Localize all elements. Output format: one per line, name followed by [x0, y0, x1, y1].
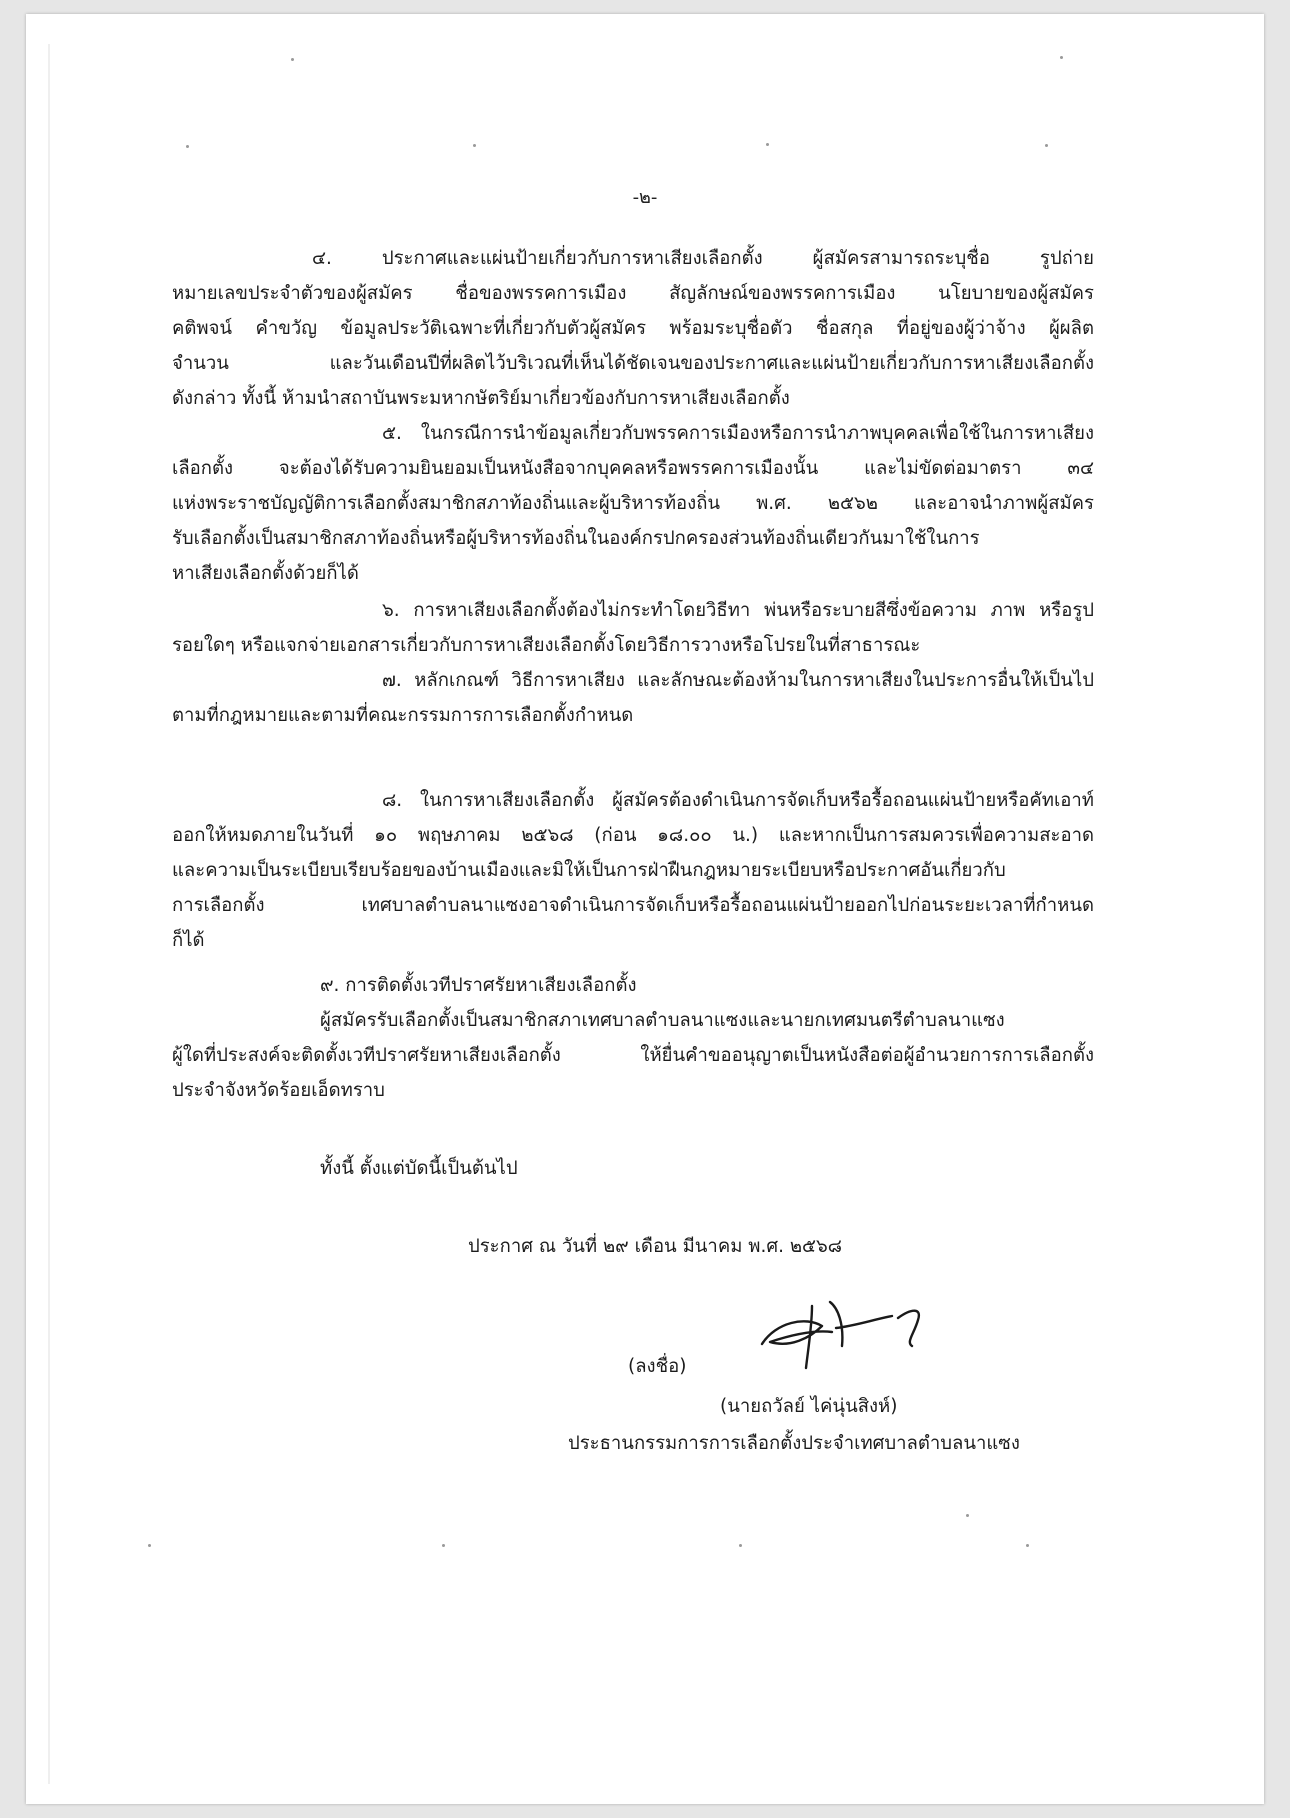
paragraph-8-line-4: การเลือกตั้ง เทศบาลตำบลนาแซงอาจดำเนินการจัดเก็บหรือรื้อถอนแผ่นป้ายออกไปก่อนระยะเวลาที่กำหนด [172, 895, 1094, 916]
signatory-name: (นายถวัลย์ ไค่นุ่นสิงห์) [720, 1396, 898, 1417]
page-number: -๒- [632, 187, 658, 208]
paragraph-7-line-1: ๗. หลักเกณฑ์ วิธีการหาเสียง และลักษณะต้องห้ามในการหาเสียงในประการอื่นให้เป็นไป [382, 670, 1094, 691]
scan-speck [739, 1544, 742, 1547]
paragraph-4-line-4: จำนวน และวันเดือนปีที่ผลิตไว้บริเวณที่เห็นได้ชัดเจนของประกาศและแผ่นป้ายเกี่ยวกับการหาเสียงเลือกตั้ง [172, 353, 1094, 374]
paragraph-4-line-1: ๔. ประกาศและแผ่นป้ายเกี่ยวกับการหาเสียงเลือกตั้ง ผู้สมัครสามารถระบุชื่อ รูปถ่าย [312, 248, 1094, 269]
paragraph-6-line-2: รอยใดๆ หรือแจกจ่ายเอกสารเกี่ยวกับการหาเสียงเลือกตั้งโดยวิธีการวางหรือโปรยในที่สาธารณะ [172, 635, 921, 656]
scan-speck [442, 1544, 445, 1547]
scan-speck [966, 1514, 969, 1517]
scan-speck [473, 144, 476, 147]
paragraph-4-line-3: คติพจน์ คำขวัญ ข้อมูลประวัติเฉพาะที่เกี่ยวกับตัวผู้สมัคร พร้อมระบุชื่อตัว ชื่อสกุล ที่อยู่ของผู้ว่าจ้าง ผู้ผลิต [172, 318, 1094, 339]
paragraph-8-line-3: และความเป็นระเบียบเรียบร้อยของบ้านเมืองและมิให้เป็นการฝ่าฝืนกฎหมายระเบียบหรือประกาศอันเกี่ยวกับ [172, 860, 1006, 881]
paragraph-9-line-2: ผู้สมัครรับเลือกตั้งเป็นสมาชิกสภาเทศบาลตำบลนาแซงและนายกเทศมนตรีตำบลนาแซง [320, 1010, 1005, 1031]
paragraph-5-line-1: ๕. ในกรณีการนำข้อมูลเกี่ยวกับพรรคการเมืองหรือการนำภาพบุคคลเพื่อใช้ในการหาเสียง [382, 423, 1094, 444]
handwritten-signature [746, 1286, 946, 1376]
paragraph-8-line-1: ๘. ในการหาเสียงเลือกตั้ง ผู้สมัครต้องดำเนินการจัดเก็บหรือรื้อถอนแผ่นป้ายหรือคัทเอาท์ [382, 790, 1094, 811]
paragraph-9-line-4: ประจำจังหวัดร้อยเอ็ดทราบ [172, 1080, 385, 1101]
paragraph-8-line-5: ก็ได้ [172, 930, 205, 951]
announcement-date: ประกาศ ณ วันที่ ๒๙ เดือน มีนาคม พ.ศ. ๒๕๖๘ [468, 1236, 843, 1257]
paragraph-8-line-2: ออกให้หมดภายในวันที่ ๑๐ พฤษภาคม ๒๕๖๘ (ก่อน ๑๘.๐๐ น.) และหากเป็นการสมควรเพื่อความสะอาด [172, 825, 1094, 846]
signatory-position: ประธานกรรมการการเลือกตั้งประจำเทศบาลตำบลนาแซง [568, 1433, 1020, 1454]
paragraph-5-line-4: รับเลือกตั้งเป็นสมาชิกสภาท้องถิ่นหรือผู้บริหารท้องถิ่นในองค์กรปกครองส่วนท้องถิ่นเดียวกันมาใช้ในการ [172, 528, 980, 549]
paragraph-9-line-1: ๙. การติดตั้งเวทีปราศรัยหาเสียงเลือกตั้ง [320, 975, 637, 996]
paragraph-5-line-2: เลือกตั้ง จะต้องได้รับความยินยอมเป็นหนังสือจากบุคคลหรือพรรคการเมืองนั้น และไม่ขัดต่อมาตรา ๓๔ [172, 458, 1094, 479]
closing-statement: ทั้งนี้ ตั้งแต่บัดนี้เป็นต้นไป [320, 1158, 518, 1179]
scan-speck [766, 143, 769, 146]
paragraph-4-line-2: หมายเลขประจำตัวของผู้สมัคร ชื่อของพรรคการเมือง สัญลักษณ์ของพรรคการเมือง นโยบายของผู้สมัคร [172, 283, 1094, 304]
scan-speck [1045, 144, 1048, 147]
signature-label: (ลงชื่อ) [628, 1356, 687, 1377]
paragraph-4-line-5: ดังกล่าว ทั้งนี้ ห้ามนำสถาบันพระมหากษัตริย์มาเกี่ยวข้องกับการหาเสียงเลือกตั้ง [172, 388, 790, 409]
paragraph-5-line-5: หาเสียงเลือกตั้งด้วยก็ได้ [172, 563, 359, 584]
scan-speck [186, 145, 189, 148]
paragraph-9-line-3: ผู้ใดที่ประสงค์จะติดตั้งเวทีปราศรัยหาเสียงเลือกตั้ง ให้ยื่นคำขออนุญาตเป็นหนังสือต่อผู้อำนวยการการเลือกตั้ง [172, 1045, 1094, 1066]
scan-speck [291, 58, 294, 61]
scan-speck [1026, 1544, 1029, 1547]
scan-speck [148, 1544, 151, 1547]
scan-speck [1060, 56, 1063, 59]
paragraph-7-line-2: ตามที่กฎหมายและตามที่คณะกรรมการการเลือกตั้งกำหนด [172, 705, 634, 726]
document-page [26, 14, 1264, 1804]
paragraph-6-line-1: ๖. การหาเสียงเลือกตั้งต้องไม่กระทำโดยวิธีทา พ่นหรือระบายสีซึ่งข้อความ ภาพ หรือรูป [382, 600, 1094, 621]
paragraph-5-line-3: แห่งพระราชบัญญัติการเลือกตั้งสมาชิกสภาท้องถิ่นและผู้บริหารท้องถิ่น พ.ศ. ๒๕๖๒ และอาจนำภาพผู้สมัคร [172, 493, 1094, 514]
page-fold-mark [48, 44, 50, 1784]
